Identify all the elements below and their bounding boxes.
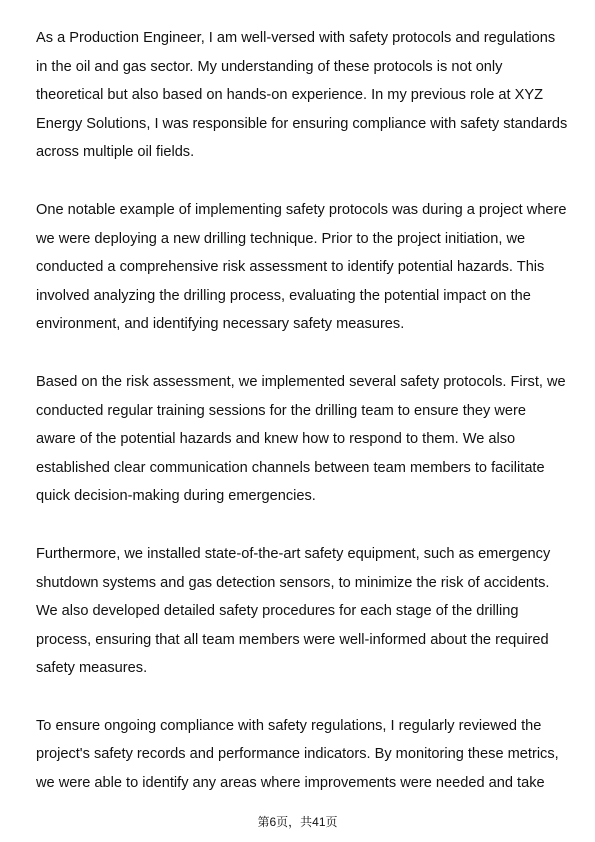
text-line: established clear communication channels between team members to facilitate	[36, 459, 545, 476]
text-line: in the oil and gas sector. My understanding of these protocols is not only	[36, 58, 503, 75]
text-line: conducted regular training sessions for the drilling team to ensure they were	[36, 402, 526, 419]
paragraph-3	[36, 368, 566, 511]
paragraph-1	[36, 24, 568, 167]
text-line: safety measures.	[36, 660, 148, 677]
paragraph-2	[36, 196, 567, 339]
text-line: conducted a comprehensive risk assessment to identify potential hazards. This	[36, 259, 545, 276]
text-line: One notable example of implementing safety protocols was during a project where	[36, 201, 567, 218]
text-line: aware of the potential hazards and knew how to respond to them. We also	[36, 431, 516, 448]
text-line: we were deploying a new drilling technique. Prior to the project initiation, we	[36, 230, 526, 247]
text-line: Energy Solutions, I was responsible for ensuring compliance with safety standards	[36, 115, 568, 132]
text-line: across multiple oil fields.	[36, 144, 195, 161]
text-line: As a Production Engineer, I am well-versed with safety protocols and regulations	[36, 30, 556, 46]
text-line: quick decision-making during emergencies.	[36, 488, 316, 505]
text-line: theoretical but also based on hands-on experience. In my previous role at XYZ	[36, 87, 544, 104]
text-line: environment, and identifying necessary safety measures.	[36, 316, 405, 333]
text-line: shutdown systems and gas detection sensors, to minimize the risk of accidents.	[36, 574, 550, 591]
document-body	[36, 24, 568, 827]
page-footer	[0, 814, 595, 830]
text-line: Based on the risk assessment, we implemented several safety protocols. First, we	[36, 373, 566, 390]
paragraph-4	[36, 540, 561, 683]
text-line: project's safety records and performance indicators. By monitoring these metrics,	[36, 746, 559, 763]
text-line: involved analyzing the drilling process, evaluating the potential impact on the	[36, 287, 531, 304]
text-line: Furthermore, we installed state-of-the-art safety equipment, such as emergency	[36, 545, 551, 562]
page-indicator: 第6页，共41页	[257, 815, 338, 829]
paragraph-5	[36, 712, 561, 798]
text-line: To ensure ongoing compliance with safety regulations, I regularly reviewed the	[36, 717, 542, 734]
text-line: We also developed detailed safety procedures for each stage of the drilling	[36, 603, 519, 620]
text-line: process, ensuring that all team members were well-informed about the required	[36, 631, 549, 648]
text-line: we were able to identify any areas where improvements were needed and take	[36, 775, 545, 792]
